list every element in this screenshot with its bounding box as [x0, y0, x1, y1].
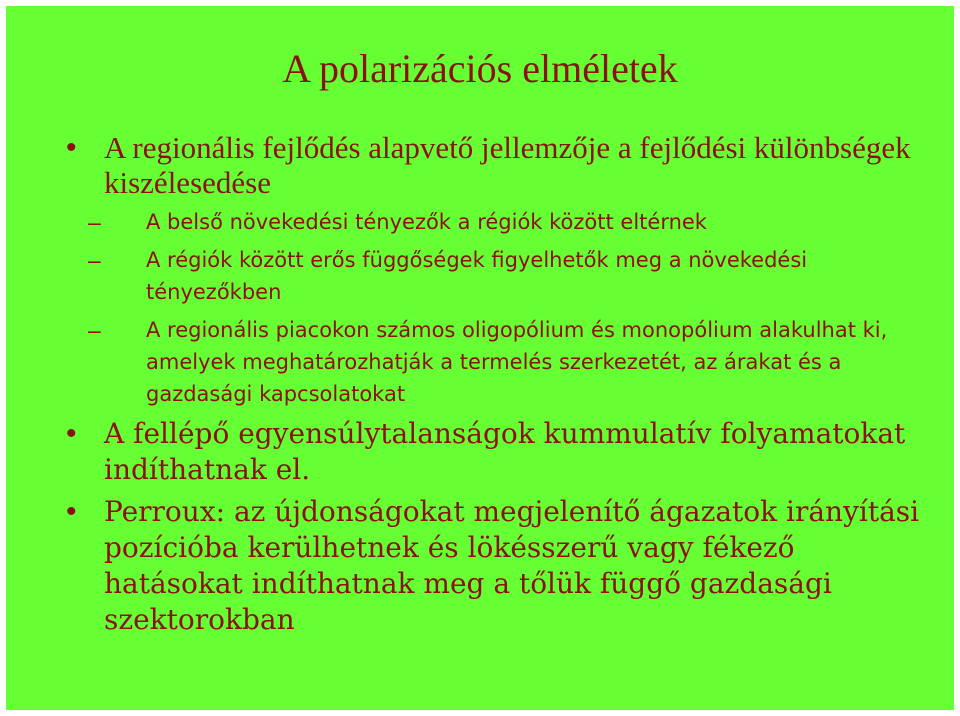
dash-marker: –	[88, 247, 101, 273]
sub-bullet-text: A regionális piacokon számos oligopólium és monopólium alakulhat ki, amelyek meghatározhatják a termelés szerkezetét, az árakat és a gazdasági kapcsolatokat	[146, 318, 888, 406]
bullet-marker: •	[66, 495, 77, 528]
sub-bullet-text: A régiók között erős függőségek figyelhetők meg a növekedési tényezőkben	[146, 248, 808, 304]
sub-bullet-2	[66, 244, 926, 308]
sub-bullet-1	[66, 206, 926, 238]
bullet-marker: •	[66, 417, 77, 450]
bullet-list	[66, 130, 926, 644]
bullet-2	[66, 416, 926, 488]
sub-bullet-3	[66, 314, 926, 410]
dash-marker: –	[88, 209, 101, 235]
slide-title: A polarizációs elméletek	[282, 46, 678, 91]
bullet-text: A fellépő egyensúlytalanságok kummulatív folyamatokat indíthatnak el.	[104, 417, 906, 486]
bullet-text: Perroux: az újdonságokat megjelenítő ágazatok irányítási pozícióba kerülhetnek és lökésszerű vagy fékező hatásokat indíthatnak meg a tőlük függő gazdasági szektorokban	[104, 495, 920, 636]
slide-canvas	[6, 6, 954, 710]
bullet-marker: •	[66, 131, 77, 164]
dash-marker: –	[88, 317, 101, 343]
bullet-1	[66, 130, 926, 200]
bullet-3	[66, 494, 926, 638]
sub-bullet-text: A belső növekedési tényezők a régiók között eltérnek	[146, 210, 707, 234]
bullet-text: A regionális fejlődés alapvető jellemzője a fejlődési különbségek kiszélesedése	[104, 130, 911, 200]
